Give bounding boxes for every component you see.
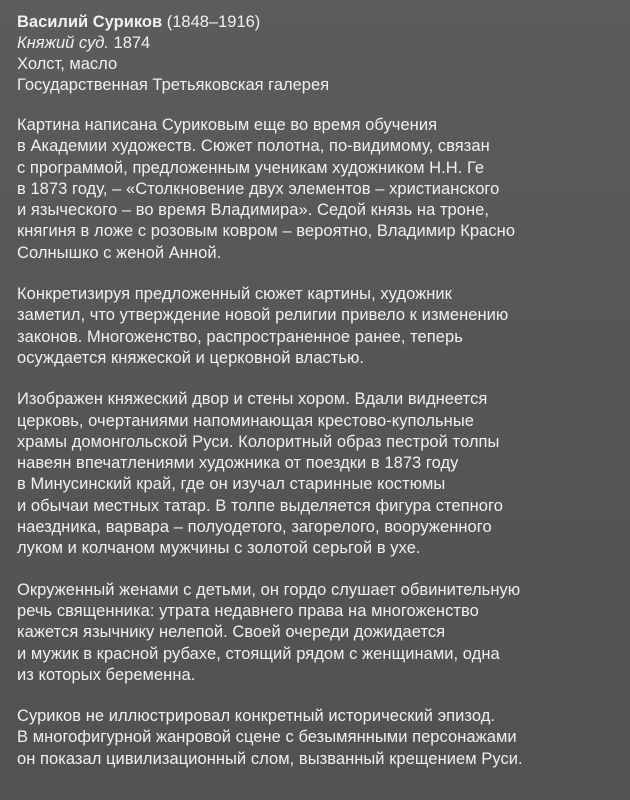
paragraph-line: осуждается княжеской и церковной властью. bbox=[17, 348, 365, 367]
description-body bbox=[17, 115, 610, 770]
artist-name: Василий Суриков bbox=[17, 13, 163, 31]
work-collection: Государственная Третьяковская галерея bbox=[17, 76, 330, 94]
paragraph-line: кажется язычнику нелепой. Своей очереди дожидается bbox=[17, 623, 446, 642]
artist-years: (1848–1916) bbox=[166, 13, 261, 31]
description-paragraph bbox=[17, 389, 610, 559]
paragraph-line: луком и колчаном мужчины с золотой серьгой в ухе. bbox=[17, 539, 421, 558]
paragraph-line: Окруженный женами с детьми, он гордо слушает обвинительную bbox=[17, 580, 521, 599]
paragraph-line: заметил, что утверждение новой религии привело к изменению bbox=[17, 306, 509, 325]
artist-line bbox=[17, 12, 610, 33]
paragraph-line: речь священника: утрата недавнего права на многоженство bbox=[17, 601, 479, 620]
paragraph-line: в 1873 году, – «Столкновение двух элементов – христианского bbox=[17, 179, 500, 198]
paragraph-line: он показал цивилизационный слом, вызванный крещением Руси. bbox=[17, 749, 523, 768]
paragraph-line: с программой, предложенным ученикам художником Н.Н. Ге bbox=[17, 158, 485, 177]
paragraph-line: в Минусинский край, где он изучал старинные костюмы bbox=[17, 475, 446, 494]
paragraph-line: княгиня в ложе с розовым ковром – вероятно, Владимир Красно bbox=[17, 222, 516, 241]
paragraph-line: и языческого – во время Владимира». Седой князь на троне, bbox=[17, 201, 490, 220]
work-line bbox=[17, 33, 610, 54]
paragraph-line: Изображен княжеский двор и стены хором. Вдали виднеется bbox=[17, 390, 488, 409]
work-title: Княжий суд. bbox=[17, 34, 109, 52]
paragraph-line: Суриков не иллюстрировал конкретный исторический эпизод. bbox=[17, 707, 496, 726]
paragraph-line: и обычаи местных татар. В толпе выделяется фигура степного bbox=[17, 496, 503, 515]
paragraph-line: Солнышко с женой Анной. bbox=[17, 243, 222, 262]
description-paragraph bbox=[17, 284, 610, 369]
description-paragraph bbox=[17, 706, 610, 770]
paragraph-line: Картина написана Суриковым еще во время обучения bbox=[17, 116, 438, 134]
paragraph-line: и мужик в красной рубахе, стоящий рядом с женщинами, одна bbox=[17, 644, 500, 663]
paragraph-line: навеян впечатлениями художника от поездки в 1873 году bbox=[17, 454, 459, 473]
artwork-header bbox=[17, 12, 610, 96]
description-paragraph bbox=[17, 580, 610, 686]
paragraph-line: наездника, варвара – полуодетого, загорелого, вооруженного bbox=[17, 518, 492, 537]
paragraph-line: законов. Многоженство, распространенное ранее, теперь bbox=[17, 327, 463, 346]
paragraph-line: Конкретизируя предложенный сюжет картины, художник bbox=[17, 285, 452, 304]
paragraph-line: В многофигурной жанровой сцене с безымянными персонажами bbox=[17, 728, 517, 747]
paragraph-line: из которых беременна. bbox=[17, 665, 196, 684]
work-medium: Холст, масло bbox=[17, 55, 118, 73]
paragraph-line: храмы домонгольской Руси. Колоритный образ пестрой толпы bbox=[17, 432, 500, 451]
paragraph-line: церковь, очертаниями напоминающая крестово-купольные bbox=[17, 411, 474, 430]
paragraph-line: в Академии художеств. Сюжет полотна, по-видимому, связан bbox=[17, 137, 490, 156]
description-paragraph bbox=[17, 115, 610, 264]
work-year: 1874 bbox=[113, 34, 151, 52]
